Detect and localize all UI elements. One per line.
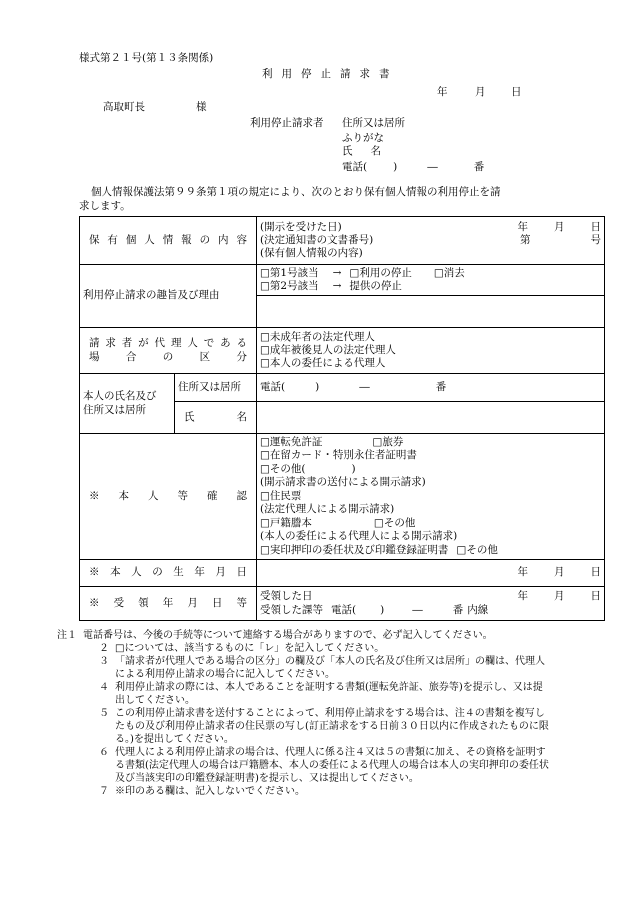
note-number: ２ — [99, 643, 109, 654]
addressee: 高取町長 — [103, 101, 145, 113]
note-text: この利用停止請求書を送付することによって、利用停止請求をする場合は、注４の書類を複写したもの及び利用停止請求者の住民票の写し(訂正請求をする日前３０日以内に作成されたものに限る。)を提出してください。 — [115, 708, 549, 745]
checkbox-minor-guardian[interactable]: □未成年者の法定代理人 — [260, 330, 375, 343]
note-text: □については、該当するものに「レ」を記入してください。 — [115, 643, 385, 654]
label-agent-category: 請求者が代理人である 場合の区分 — [80, 328, 257, 374]
note-item — [49, 629, 549, 642]
delegated-agent-label: (本人の委任による代理人による開示請求) — [260, 530, 458, 543]
content-label: (保有個人情報の内容) — [260, 247, 363, 260]
note-item — [79, 746, 549, 785]
received-date-label: 受領した日 — [260, 590, 313, 603]
phone-ban: 番 — [452, 603, 464, 616]
phone-close: ) — [380, 603, 385, 616]
field-birth-date[interactable] — [257, 560, 605, 587]
row-agent-category — [80, 328, 605, 374]
row-receipt — [80, 587, 605, 621]
checkbox-adult-guardian[interactable]: □成年被後見人の法定代理人 — [260, 343, 396, 356]
dai-label: 第 — [520, 233, 531, 246]
month-label: 月 — [554, 590, 565, 603]
note-item — [79, 642, 549, 655]
requester-name-label: 氏名 — [342, 145, 399, 157]
field-principal-name[interactable] — [257, 402, 605, 434]
checkbox-item-1[interactable]: □第1号該当 — [260, 266, 319, 279]
note-number: 注１ — [57, 630, 77, 641]
note-text: 利用停止請求の際には、本人であることを証明する書類(運転免許証、旅券等)を提示し、又は提出してください。 — [115, 682, 543, 706]
note-item — [79, 707, 549, 746]
checkbox-other-2[interactable]: □その他 — [373, 516, 416, 529]
section-label: 受領した課等 — [260, 603, 323, 616]
note-number: ７ — [99, 786, 109, 797]
note-item — [79, 785, 549, 798]
requester-label: 利用停止請求者 — [250, 117, 324, 129]
extension-label: 内線 — [467, 603, 489, 616]
checkbox-erase[interactable]: □消去 — [433, 266, 465, 279]
date-year-label: 年 — [437, 86, 448, 98]
requester-furigana-label: ふりがな — [342, 132, 384, 144]
requester-address-label: 住所又は居所 — [342, 117, 405, 129]
checkbox-item-2[interactable]: □第2号該当 — [260, 280, 319, 292]
go-label: 号 — [590, 233, 601, 246]
phone-dash: ― — [427, 161, 438, 173]
note-text: ※印のある欄は、記入しないでください。 — [115, 786, 305, 797]
note-number: ６ — [99, 747, 109, 758]
field-personal-info[interactable] — [257, 217, 605, 265]
day-label: 日 — [590, 590, 601, 603]
phone-label: 電話( — [260, 380, 286, 393]
checkbox-other-1[interactable]: □その他( — [260, 462, 306, 475]
note-number: ３ — [99, 656, 109, 667]
label-receipt: ※受領年月日等 — [80, 587, 257, 621]
field-identity-options — [257, 434, 605, 560]
request-form-table — [79, 216, 605, 621]
label-purpose-reason: 利用停止請求の趣旨及び理由 — [80, 265, 257, 328]
notice-number-label: (決定通知書の文書番号) — [260, 233, 374, 246]
checkbox-delegated-agent[interactable]: □本人の委任による代理人 — [260, 357, 386, 370]
field-purpose-options — [257, 265, 605, 296]
label-principal-name: 氏名 — [175, 402, 257, 434]
phone-dash: ― — [412, 603, 423, 616]
addressee-suffix: 様 — [196, 101, 207, 113]
phone-label: 電話( — [342, 161, 368, 173]
page-title: 利用停止請求書 — [262, 68, 399, 80]
year-label: 年 — [517, 590, 528, 603]
month-label: 月 — [554, 566, 565, 579]
field-agent-options — [257, 328, 605, 374]
form-number: 様式第２１号(第１３条関係) — [79, 52, 214, 64]
legal-agent-label: (法定代理人による開示請求) — [260, 503, 395, 516]
checkbox-resident-record[interactable]: □住民票 — [260, 489, 302, 502]
checkbox-passport[interactable]: □旅券 — [372, 435, 404, 448]
month-label: 月 — [554, 220, 565, 233]
phone-label: 電話( — [331, 603, 357, 616]
mail-request-label: (開示請求書の送付による開示請求) — [260, 476, 426, 489]
other-close: ) — [351, 462, 356, 475]
requester-phone — [342, 161, 484, 174]
day-label: 日 — [590, 220, 601, 233]
note-item — [79, 681, 549, 707]
year-label: 年 — [517, 220, 528, 233]
checkbox-other-3[interactable]: □その他 — [456, 543, 498, 556]
note-number: ４ — [99, 682, 109, 693]
date-day-label: 日 — [511, 86, 522, 98]
note-item — [79, 655, 549, 681]
row-identity-check — [80, 434, 605, 560]
phone-ban: 番 — [473, 161, 485, 173]
checkbox-power-of-attorney[interactable]: □実印押印の委任状及び印鑑登録証明書 — [260, 543, 449, 556]
label-principal-name-address: 本人の氏名及び 住所又は居所 — [80, 374, 175, 434]
checkbox-residence-card[interactable]: □在留カード・特別永住者証明書 — [260, 449, 417, 462]
checkbox-family-register[interactable]: □戸籍謄本 — [260, 516, 312, 529]
label-identity-check: ※本人等確認 — [80, 434, 257, 560]
notes-section — [57, 629, 549, 798]
field-receipt — [257, 587, 605, 621]
row-purpose-reason — [80, 265, 605, 296]
label-birth-date: ※本人の生年月日 — [80, 560, 257, 587]
stop-provision-label: 提供の停止 — [349, 280, 402, 292]
note-number: ５ — [99, 708, 109, 719]
field-principal-phone[interactable] — [257, 374, 605, 402]
checkbox-stop-use[interactable]: □利用の停止 — [349, 266, 412, 279]
note-text: 電話番号は、今後の手続等について連絡する場合がありますので、必ず記入してください。 — [83, 630, 493, 641]
year-label: 年 — [517, 566, 528, 579]
row-personal-info-content — [80, 217, 605, 265]
arrow-icon: → — [332, 266, 342, 279]
arrow-icon: → — [332, 280, 342, 292]
checkbox-drivers-license[interactable]: □運転免許証 — [260, 435, 323, 448]
note-text: 代理人による利用停止請求の場合は、代理人に係る注４又は５の書類に加え、その資格を証明する書類(法定代理人の場合は戸籍謄本、本人の委任による代理人の場合は本人の実印押印の委任状及び当該実印の印鑑登録証明書)を提示し、又は提出してください。 — [115, 747, 549, 784]
intro-line-1: 個人情報保護法第９９条第１項の規定により、次のとおり保有個人情報の利用停止を請 — [91, 186, 501, 198]
label-principal-address: 住所又は居所 — [175, 374, 257, 402]
phone-close: ) — [393, 161, 398, 173]
note-text: 「請求者が代理人である場合の区分」の欄及び「本人の氏名及び住所又は居所」の欄は、代理人による利用停止請求の場合に記入してください。 — [115, 656, 545, 680]
phone-close: ) — [315, 380, 320, 393]
phone-dash: ― — [359, 380, 370, 393]
field-reason-text[interactable] — [257, 296, 605, 328]
row-principal-address — [80, 374, 605, 402]
date-month-label: 月 — [475, 86, 486, 98]
intro-line-2: 求します。 — [79, 200, 131, 212]
row-birth-date — [80, 560, 605, 587]
label-personal-info: 保有個人情報の内容 — [80, 217, 257, 265]
phone-ban: 番 — [435, 380, 447, 393]
day-label: 日 — [590, 566, 601, 579]
disclosure-date-label: (開示を受けた日) — [260, 220, 342, 233]
